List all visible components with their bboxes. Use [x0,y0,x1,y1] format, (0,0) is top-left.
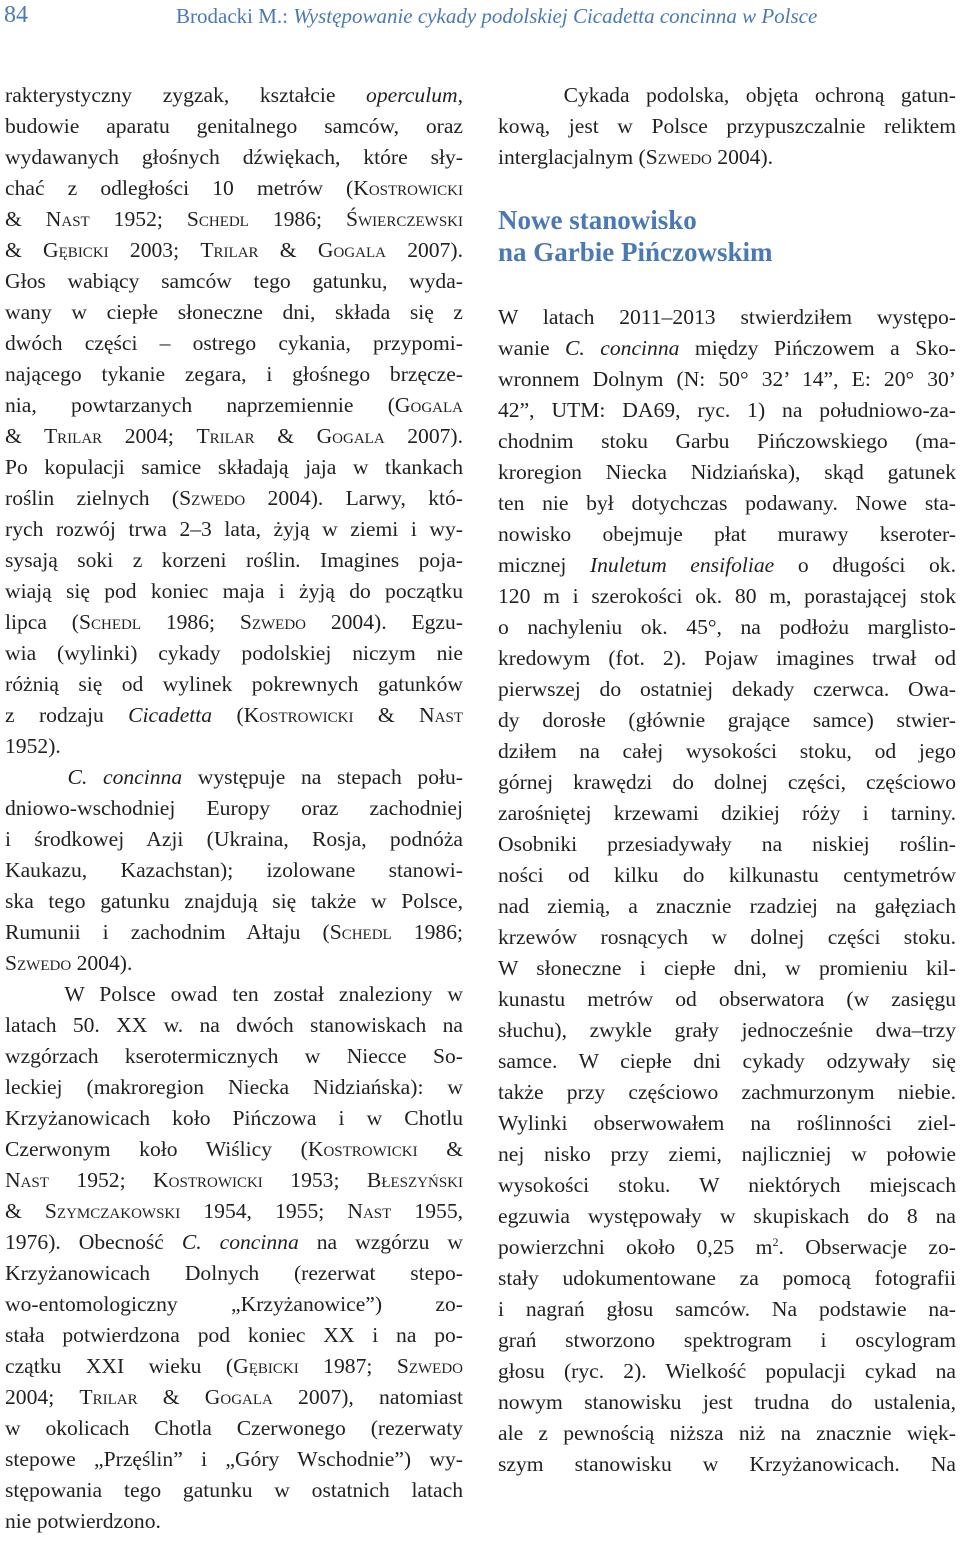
text-run: sysają soki z korzeni roślin. Imagines poja- [5,548,463,572]
text-line [498,922,956,953]
text-line [498,984,956,1015]
text-run: dy dorosłe (głównie grające samce) stwier- [498,708,956,732]
text-line [498,674,956,705]
text-run: ności od kilku do kilkunastu centymetrów [498,863,956,887]
text-run: górnej krawędzi do dolnej części, częściowo [498,770,956,794]
text-run: roślin zielnych ( [5,486,180,510]
text-run: wiają się pod koniec maja i żyją do początku [5,579,463,603]
text-run: wysokości stoku. W niektórych miejscach [498,1173,956,1197]
author-citation: Trilar & Gogala [79,1385,273,1409]
text-line [5,1134,463,1165]
text-line [5,607,463,638]
text-line [498,1418,956,1449]
text-run: 1986; [391,920,463,944]
text-line [498,395,956,426]
text-line [498,550,956,581]
text-line [498,333,956,364]
text-line [5,1289,463,1320]
text-line [5,1444,463,1475]
text-line [498,1263,956,1294]
text-run: 1986; [248,207,346,231]
text-run: 1952). [5,734,61,758]
text-run: 1955, [391,1199,464,1223]
text-run: budowie aparatu genitalnego samców, oraz [5,114,463,138]
text-run: wany w ciepłe słoneczne dni, składa się z [5,300,463,324]
text-line [498,519,956,550]
author-citation: Trilar & Gogala [196,424,385,448]
text-line [498,142,956,173]
text-line [5,235,463,266]
italic-text: operculum [366,83,458,107]
text-run: i nagrań głosu samców. Na podstawie na- [498,1297,956,1321]
text-run: kową, jest w Polsce przypuszczalnie reliktem [498,114,956,138]
author-citation: Nast [347,1199,392,1223]
text-run: o długości ok. [774,553,956,577]
right-body-text [498,302,956,1480]
text-line [498,1170,956,1201]
text-run: i środkowej Azji (Ukraina, Rosja, podnóża [5,827,463,851]
author-citation: Kostrowicki [153,1168,263,1192]
text-line [498,860,956,891]
author-citation: Schedl [186,207,249,231]
text-run: grań stworzono spektrogram i oscylogram [498,1328,956,1352]
text-run: dniowo-wschodniej Europy oraz zachodniej [5,796,463,820]
author-citation: Szwedo [179,486,246,510]
author-citation: Kostrowicki [353,176,463,200]
text-line [498,364,956,395]
author-citation: Schedl [329,920,392,944]
text-line [5,204,463,235]
author-citation: Schedl [78,610,141,634]
text-run: z rodzaju [5,703,129,727]
text-line [498,1325,956,1356]
text-run: 1953; [262,1168,367,1192]
text-line [5,173,463,204]
text-run: w okolicach Chotla Czerwonego (rezerwaty [5,1416,463,1440]
text-run: kunastu metrów od obserwatora (w zasięgu [498,987,956,1011]
text-line [5,1103,463,1134]
author-citation: Gębicki [233,1354,299,1378]
text-line [5,731,463,762]
text-run: 2004). Larwy, któ- [245,486,463,510]
text-run: 2007). [385,238,463,262]
text-run: micznej [498,553,590,577]
text-line [5,576,463,607]
text-run: Cykada podolska, objęta ochroną gatun- [498,83,956,107]
author-citation: Gogala [394,393,463,417]
text-line [498,643,956,674]
text-run: 1987; [298,1354,397,1378]
text-line [498,1108,956,1139]
text-run: Osobniki przesiadywały na niskiej roślin- [498,832,956,856]
text-run: Czerwonym koło Wiślicy ( [5,1137,308,1161]
section-heading-line-1: Nowe stanowisko [498,205,697,235]
italic-text: C. concinna [181,1230,299,1254]
running-head [176,4,817,29]
right-intro-paragraph [498,80,956,173]
text-run: interglacjalnym ( [498,145,646,169]
text-line [498,1387,956,1418]
text-run: 1986; [141,610,240,634]
text-run: stała potwierdzona pod koniec XX i na po- [5,1323,463,1347]
author-citation: Kostrowicki & [307,1137,463,1161]
text-run: Głos wabiący samców tego gatunku, wyda- [5,269,463,293]
text-run: powierzchni około 0,25 m [498,1235,773,1259]
text-line [498,457,956,488]
text-run: nej nisko przy ziemi, najliczniej w połowie [498,1142,956,1166]
text-run: o nachyleniu ok. 45°, na podłożu marglisto- [498,615,956,639]
text-run: nowisko obejmuje płat murawy kseroter- [498,522,956,546]
text-line [498,488,956,519]
text-line [5,793,463,824]
text-run: wanie [498,336,566,360]
text-line [5,855,463,886]
text-run: wronnem Dolnym (N: 50° 32’ 14”, E: 20° 30’ [498,367,956,391]
text-line [498,1139,956,1170]
running-head-author: Brodacki M.: [176,4,294,28]
text-line [498,1356,956,1387]
text-run: różnią się od wylinek pokrewnych gatunków [5,672,463,696]
right-text-column [498,80,956,1480]
text-line [498,612,956,643]
author-citation: Szwedo [645,145,712,169]
text-run: 42”, UTM: DA69, ryc. 1) na południowo-za- [498,398,956,422]
text-run: 1952; [48,1168,154,1192]
text-run: leckiej (makroregion Niecka Nidziańska): w [5,1075,463,1099]
author-citation: Świerczewski [346,207,463,231]
text-line [5,390,463,421]
text-run: Krzyżanowicach Dolnych (rezerwat stepo- [5,1261,463,1285]
text-line [498,1015,956,1046]
text-run: stały udokumentowane za pomocą fotografii [498,1266,956,1290]
text-line [5,545,463,576]
author-citation: Błeszyński [366,1168,463,1192]
text-run: 2004; [102,424,197,448]
author-citation: Kostrowicki & Nast [243,703,463,727]
text-line [5,948,463,979]
text-run: ale z pewnością niższa niż na znacznie więk- [498,1421,956,1445]
text-run: lipca ( [5,610,79,634]
text-run: 2004). Egzu- [306,610,463,634]
author-citation: Trilar & Gogala [200,238,386,262]
text-run: . Obserwacje zo- [778,1235,956,1259]
author-citation: Szwedo [5,951,72,975]
text-run: zarośniętej krzewami dzikiej róży i tarniny. [498,801,956,825]
text-run: wydawanych głośnych dźwiękach, które sły- [5,145,463,169]
text-line [5,1258,463,1289]
text-line [5,266,463,297]
text-line [5,1072,463,1103]
text-run: krzewów rosnących w dolnej części stoku. [498,925,956,949]
text-run: chać z odległości 10 metrów ( [5,176,354,200]
section-heading [498,204,956,268]
text-run: 2003; [108,238,201,262]
text-line [5,979,463,1010]
text-line [5,514,463,545]
text-run: chodnim stoku Garbu Pińczowskiego (ma- [498,429,956,453]
author-citation: Szwedo [396,1354,464,1378]
text-run: samce. W ciepłe dni cykady odzywały się [498,1049,956,1073]
text-run: 2004). [71,951,133,975]
page-number: 84 [4,2,28,28]
text-line [5,142,463,173]
text-line [5,1196,463,1227]
text-run: kredowym (fot. 2). Pojaw imagines trwał od [498,646,956,670]
left-text-column [5,80,463,1537]
text-run: W latach 2011–2013 stwierdziłem występo- [498,305,956,329]
text-line [5,886,463,917]
text-line [5,700,463,731]
text-run: rakterystyczny zygzak, kształcie [5,83,367,107]
text-line [5,1041,463,1072]
text-line [498,1449,956,1480]
text-run: na wzgórzu w [298,1230,463,1254]
text-line [498,767,956,798]
text-run: nowym stanowisku jest trudna do ustalenia, [498,1390,956,1414]
text-run: występuje na stepach połu- [182,765,463,789]
text-run: wia (wylinki) cykady podolskiej niczym nie [5,641,463,665]
text-run: 120 m i szerokości ok. 80 m, porastającej stok [498,584,956,608]
text-run: Po kopulacji samice składają jaja w tkankach [5,455,463,479]
text-run: kroregion Niecka Nidziańska), skąd gatunek [498,460,956,484]
text-run: 2 [772,1234,779,1249]
spacer [498,268,956,302]
text-run: nającego tykanie zegara, i głośnego brzęcze- [5,362,463,386]
text-line [498,426,956,457]
text-run: nia, powtarzanych naprzemiennie ( [5,393,395,417]
spacer [498,173,956,204]
text-run: W Polsce owad ten został znaleziony w [5,982,463,1006]
italic-text: Inuletum ensifoliae [589,553,775,577]
text-run: Krzyżanowicach koło Pińczowa i w Chotlu [5,1106,463,1130]
text-line [498,111,956,142]
text-line [498,705,956,736]
text-line [5,1351,463,1382]
text-line [5,1475,463,1506]
text-run: ( [212,703,244,727]
section-heading-line-2: na Garbie Pińczowskim [498,237,773,267]
text-run: egzuwia występowały w skupiskach do 8 na [498,1204,956,1228]
text-line [5,328,463,359]
text-line [498,1046,956,1077]
text-run: rych rozwój trwa 2–3 lata, żyją w ziemi i wy- [5,517,463,541]
text-run: W słoneczne i ciepłe dni, w promieniu kil- [498,956,956,980]
italic-text: C. concinna [565,336,680,360]
text-run: Kaukazu, Kazachstan); izolowane stanowi- [5,858,463,882]
text-run: dwóch części – ostrego cykania, przypomi- [5,331,463,355]
text-line [5,1382,463,1413]
running-head-title: Występowanie cykady podolskiej Cicadetta concinna w Polsce [293,4,818,28]
author-citation: & Nast [5,207,90,231]
author-citation: Szwedo [239,610,307,634]
text-run: stępowania tego gatunku w ostatnich latach [5,1478,463,1502]
text-run: ska tego gatunku znajdują się także w Polsce, [5,889,463,913]
text-run: ten nie był dotychczas podawany. Nowe sta- [498,491,956,515]
text-line [498,1294,956,1325]
text-line [5,917,463,948]
author-citation: & Szymczakowski [5,1199,181,1223]
text-run: , [457,83,463,107]
text-run: 1976). Obecność [5,1230,182,1254]
text-line [498,891,956,922]
text-line [5,1165,463,1196]
text-run: także przy częściowo zachmurzonym niebie. [498,1080,956,1104]
text-line [5,111,463,142]
text-line [5,483,463,514]
text-line [498,829,956,860]
text-run: 2004). [711,145,774,169]
text-line [498,302,956,333]
text-line [5,1506,463,1537]
text-run: słuchu), zwykle grały jednocześnie dwa–trzy [498,1018,956,1042]
text-run: wzgórzach kserotermicznych w Niecce So- [5,1044,463,1068]
author-citation: & Gębicki [5,238,109,262]
italic-text: C. concinna [5,765,183,789]
text-line [498,1232,956,1263]
text-line [498,953,956,984]
text-line [5,359,463,390]
text-run: 2004; [5,1385,80,1409]
text-run: 1954, 1955; [180,1199,348,1223]
text-run: wo-entomologiczny „Krzyżanowice”) zo- [5,1292,463,1316]
text-line [5,638,463,669]
italic-text: Cicadetta [128,703,213,727]
text-line [5,80,463,111]
text-line [498,736,956,767]
page-header [0,0,960,40]
text-line [5,297,463,328]
text-run: 1952; [89,207,187,231]
text-run: szym stanowisku w Krzyżanowicach. Na [498,1452,956,1476]
author-citation: & Trilar [5,424,103,448]
text-run: między Pińczowem a Sko- [679,336,956,360]
text-line [5,1413,463,1444]
text-run: 2007). [384,424,464,448]
text-run: Rumunii i zachodnim Ałtaju ( [5,920,330,944]
text-run: stepowe „Przęślin” i „Góry Wschodnie”) wy- [5,1447,463,1471]
text-run: Wylinki obserwowałem na roślinności ziel- [498,1111,956,1135]
text-line [5,452,463,483]
text-line [498,1077,956,1108]
text-run: nie potwierdzono. [5,1509,161,1533]
text-line [5,1320,463,1351]
text-line [5,762,463,793]
author-citation: Nast [5,1168,49,1192]
text-line [5,1010,463,1041]
text-line [5,669,463,700]
text-run: głosu (ryc. 2). Wielkość populacji cykad na [498,1359,956,1383]
text-line [498,581,956,612]
text-line [5,824,463,855]
text-run: czątku XXI wieku ( [5,1354,234,1378]
text-run: 2007), natomiast [272,1385,463,1409]
text-line [5,421,463,452]
text-line [498,798,956,829]
text-line [498,80,956,111]
text-run: nad ziemią, a znacznie rzadziej na gałęziach [498,894,956,918]
text-line [498,1201,956,1232]
text-run: dziłem na całej wysokości stoku, od jego [498,739,956,763]
text-run: pierwszej do ostatniej dekady czerwca. Owa- [498,677,956,701]
text-line [5,1227,463,1258]
text-run: latach 50. XX w. na dwóch stanowiskach na [5,1013,463,1037]
